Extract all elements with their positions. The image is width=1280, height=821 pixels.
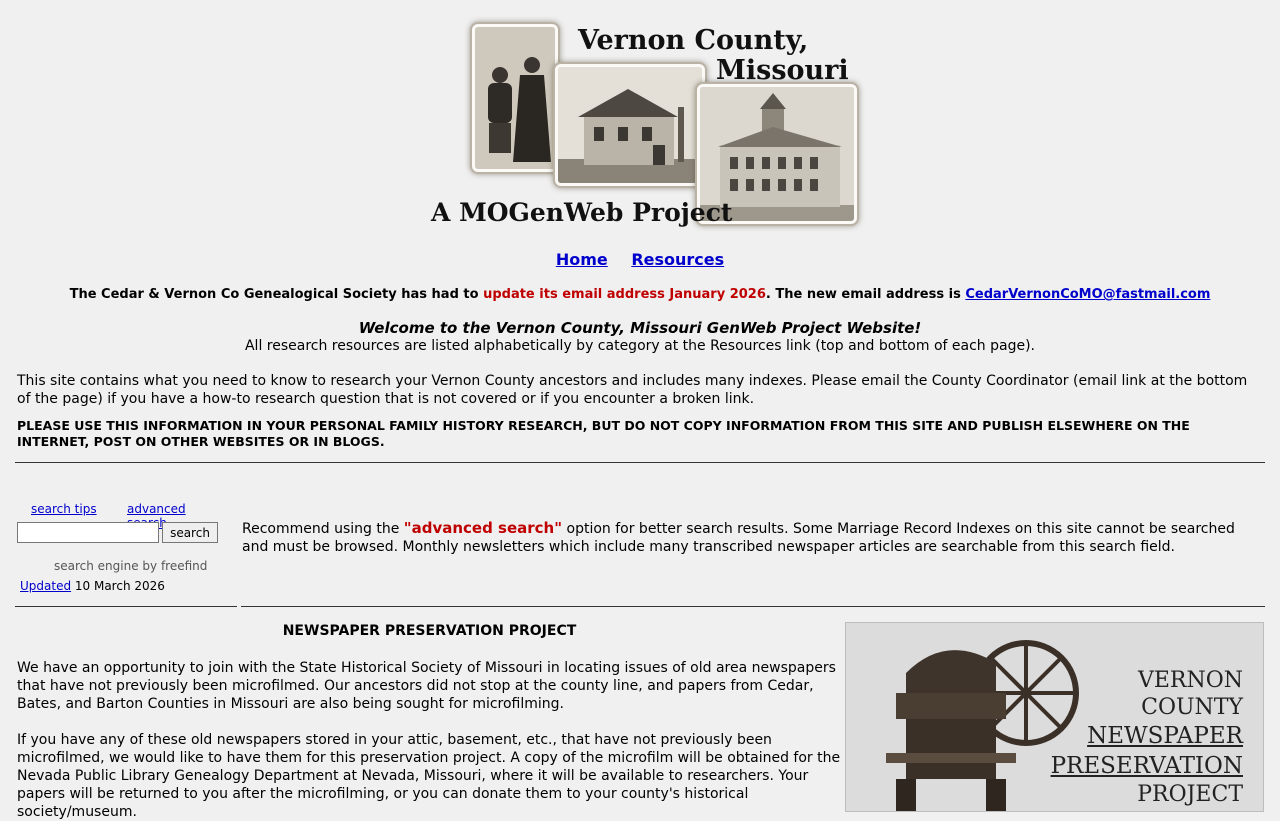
top-nav	[0, 250, 1280, 269]
banner-subtitle: A MOGenWeb Project	[431, 198, 733, 227]
banner-title-line1: Vernon County,	[578, 25, 809, 56]
house-photo	[555, 64, 705, 186]
divider	[15, 462, 1265, 463]
caption-line-4: PRESERVATION	[1050, 753, 1243, 779]
recommend-text-2: option for better search results. Some Marriage Record Indexes on this site cannot be searched and must be browsed. Monthly newsletters which include many transcribed newspaper articles are searchable from this search field.	[242, 521, 1235, 555]
caption-line-1: VERNON	[1137, 668, 1243, 693]
newspaper-preservation-image	[845, 622, 1264, 812]
divider-right	[241, 606, 1265, 607]
newspaper-image-caption	[1051, 667, 1243, 808]
site-banner	[425, 18, 865, 232]
search-engine-credit: search engine by freefind	[54, 559, 208, 573]
welcome-subtitle: All research resources are listed alphabetically by category at the Resources link (top and bottom of each page).	[244, 338, 1035, 354]
nav-resources-link[interactable]: Resources	[631, 250, 725, 269]
notice-text-1: The Cedar & Vernon Co Genealogical Society has had to	[69, 287, 484, 302]
notice-text-2: . The new email address is	[765, 287, 966, 302]
search-input[interactable]	[17, 522, 159, 543]
advanced-search-link[interactable]: advanced	[127, 502, 186, 516]
nav-home-link[interactable]: Home	[555, 250, 608, 269]
search-button[interactable]: search	[162, 522, 218, 543]
society-email-link[interactable]: CedarVernonCoMO@fastmail.com	[965, 287, 1211, 302]
family-portrait-photo	[472, 24, 558, 172]
updated-link[interactable]: Updated	[20, 579, 72, 593]
newspaper-project-title: NEWSPAPER PRESERVATION PROJECT	[282, 623, 577, 639]
updated-date: 10 March 2026	[71, 579, 165, 593]
divider-left	[15, 606, 237, 607]
search-recommendation	[242, 519, 1252, 556]
newspaper-paragraph-1: We have an opportunity to join with the State Historical Society of Missouri in locating issues of old area newspapers that have not previously been microfilmed. Our ancestors did not stop at the county line, and papers from Cedar, Bates, and Barton Counties in Missouri are also being sought for microfilming.	[17, 660, 836, 712]
recommend-highlight: "advanced search"	[403, 519, 563, 537]
recommend-text-1: Recommend using the	[242, 521, 404, 537]
caption-line-5: PROJECT	[1137, 782, 1243, 807]
updated-info	[20, 579, 165, 593]
caption-line-3: NEWSPAPER	[1087, 723, 1243, 749]
newspaper-paragraph-2: If you have any of these old newspapers stored in your attic, basement, etc., that have not previously been microfilmed, we would like to have them for this preservation project. A copy of the microfilm will be obtained for the Nevada Public Library Genealogy Department at Nevada, Missouri, where it will be available to researchers. Your papers will be returned to you after the microfilming, or you can donate them to your county's historical society/museum.	[17, 732, 841, 820]
intro-paragraph: This site contains what you need to know to research your Vernon County ancestors and includes many indexes. Please email the County Coordinator (email link at the bottom of the page) if you have a how-to research question that is not covered or if you encounter a broken link.	[17, 373, 1248, 407]
search-tips-link[interactable]: search tips	[31, 502, 97, 516]
notice-highlight: update its email address January 2026	[483, 287, 766, 302]
email-change-notice	[0, 287, 1280, 302]
caption-line-2: COUNTY	[1141, 695, 1243, 720]
welcome-title: Welcome to the Vernon County, Missouri GenWeb Project Website!	[358, 319, 922, 337]
banner-title-line2: Missouri	[716, 55, 849, 86]
copy-warning: PLEASE USE THIS INFORMATION IN YOUR PERSONAL FAMILY HISTORY RESEARCH, BUT DO NOT COPY INFORMATION FROM THIS SITE AND PUBLISH ELSEWHERE ON THE INTERNET, POST ON OTHER WEBSITES OR IN BLOGS.	[17, 418, 1190, 449]
